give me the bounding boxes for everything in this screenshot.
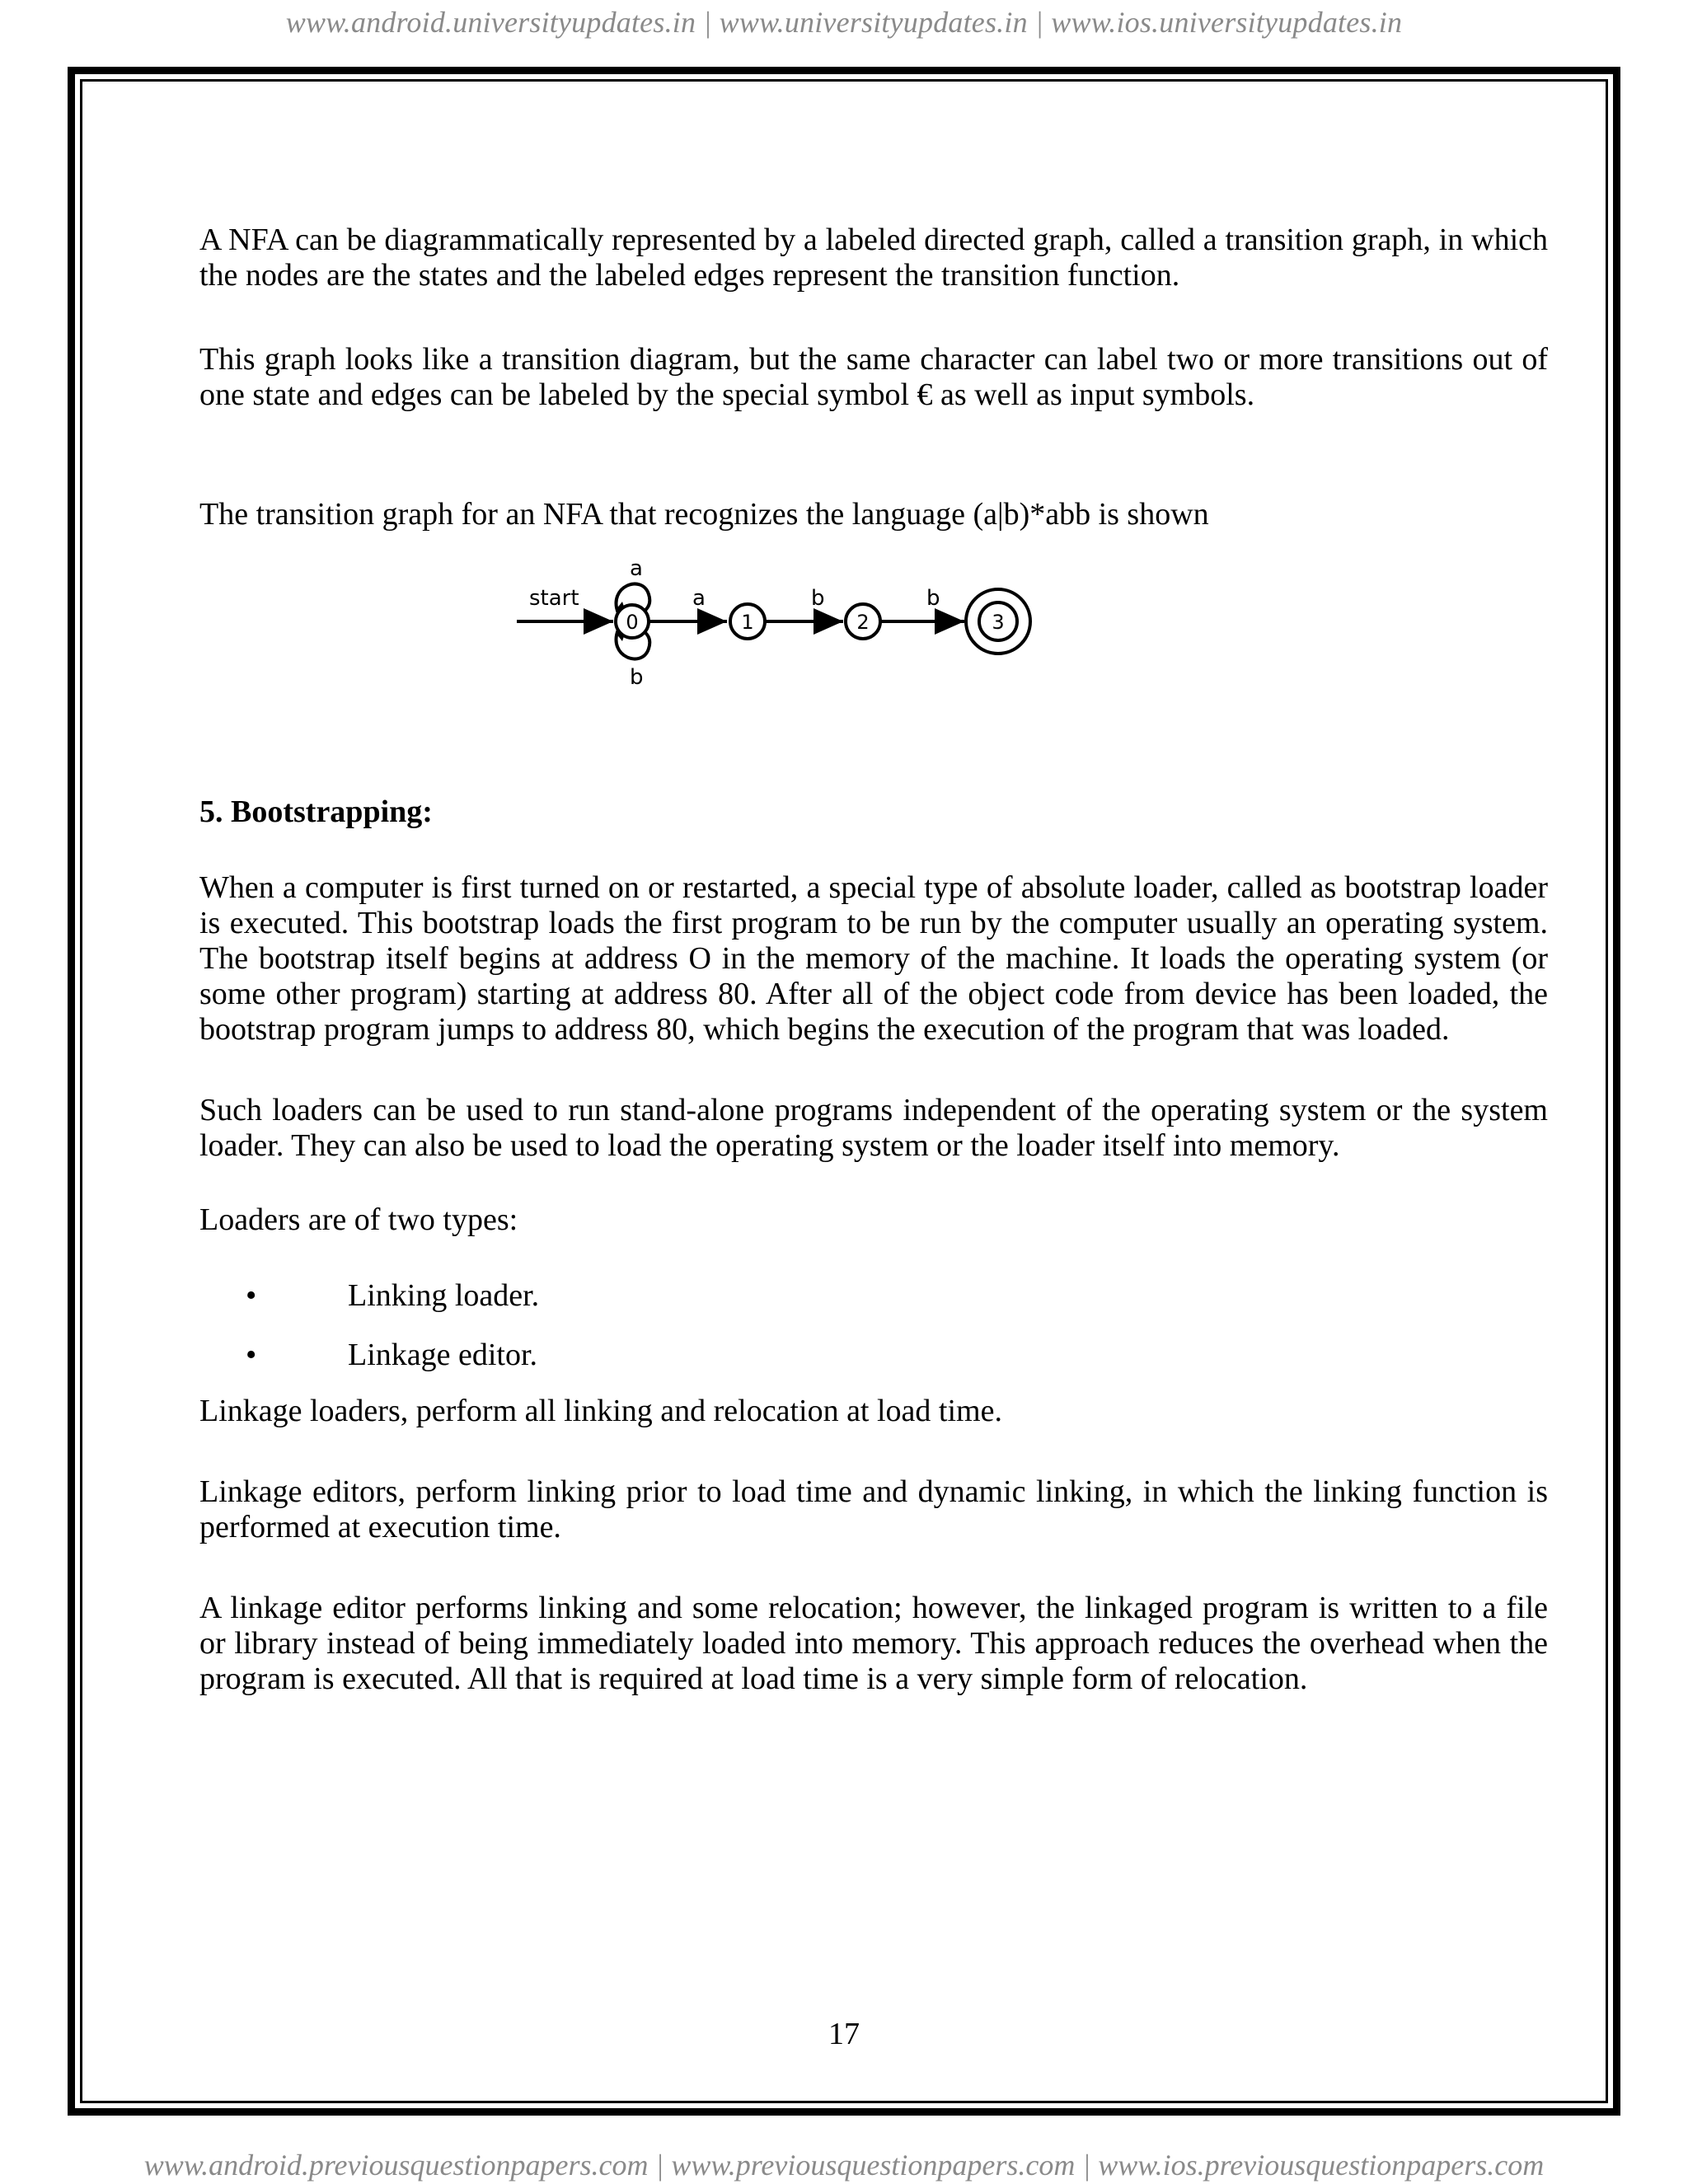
paragraph-linkage-editors: Linkage editors, perform linking prior to load time and dynamic linking, in which the linking function is performed at execution time. (199, 1474, 1548, 1544)
edge-2-3-label: b (926, 586, 940, 611)
page-content (199, 223, 1548, 1697)
paragraph-bootstrap-loader: When a computer is first turned on or restarted, a special type of absolute loader, called as bootstrap loader is executed. This bootstrap loads the first program to be run by the computer usually an operating system. The bootstrap itself begins at address O in the memory of the machine. It loads the operating system (or some other program) starting at address 80. After all of the object code from device has been loaded, the bootstrap program jumps to address 80, which begins the execution of the program that was loaded. (199, 870, 1548, 1047)
paragraph-linkage-editor-detail: A linkage editor performs linking and some relocation; however, the linkaged program is written to a file or library instead of being immediately loaded into memory. This approach reduces the overhead when the program is executed. All that is required at load time is a very simple form of relocation. (199, 1591, 1548, 1696)
nfa-transition-diagram (517, 549, 1053, 714)
bullet-icon: • (246, 1338, 257, 1372)
list-item-text: Linkage editor. (348, 1338, 538, 1372)
state-0-label: 0 (626, 611, 639, 634)
list-item (199, 1338, 1548, 1394)
edge-0-1-label: a (692, 586, 706, 611)
paragraph-nfa-definition: A NFA can be diagrammatically represented by a labeled directed graph, called a transition graph, in which the nodes are the states and the labeled edges represent the transition function. (199, 223, 1548, 293)
edge-1-2-label: b (811, 586, 825, 611)
paragraph-standalone-loaders: Such loaders can be used to run stand-alone programs independent of the operating system or the system loader. They can also be used to load the operating system or the loader itself into memory. (199, 1093, 1548, 1163)
list-item (199, 1278, 1548, 1338)
start-label: start (529, 586, 579, 611)
header-watermark-url: www.android.universityupdates.in | www.universityupdates.in | www.ios.universityupdates.in (285, 6, 1403, 39)
state-1-label: 1 (741, 611, 754, 634)
loop-a-label: a (630, 556, 643, 581)
list-item-text: Linking loader. (348, 1278, 540, 1313)
loop-b-label: b (630, 665, 644, 690)
section-heading-bootstrapping: 5. Bootstrapping: (199, 794, 433, 829)
paragraph-nfa-example: The transition graph for an NFA that recognizes the language (a|b)*abb is shown (199, 497, 1209, 532)
paragraph-loader-types: Loaders are of two types: (199, 1202, 518, 1237)
bullet-icon: • (246, 1278, 257, 1313)
footer-watermark-url: www.android.previousquestionpapers.com | www.previousquestionpapers.com | www.ios.previousquestionpapers.com (143, 2149, 1545, 2182)
paragraph-transition-graph: This graph looks like a transition diagram, but the same character can label two or more transitions out of one state and edges can be labeled by the special symbol € as well as input symbols. (199, 342, 1548, 412)
state-2-label: 2 (856, 611, 870, 634)
paragraph-linkage-loaders: Linkage loaders, perform all linking and relocation at load time. (199, 1394, 1002, 1428)
page-number: 17 (828, 2017, 860, 2051)
state-3-label: 3 (992, 611, 1005, 634)
loader-types-list (199, 1278, 1548, 1394)
